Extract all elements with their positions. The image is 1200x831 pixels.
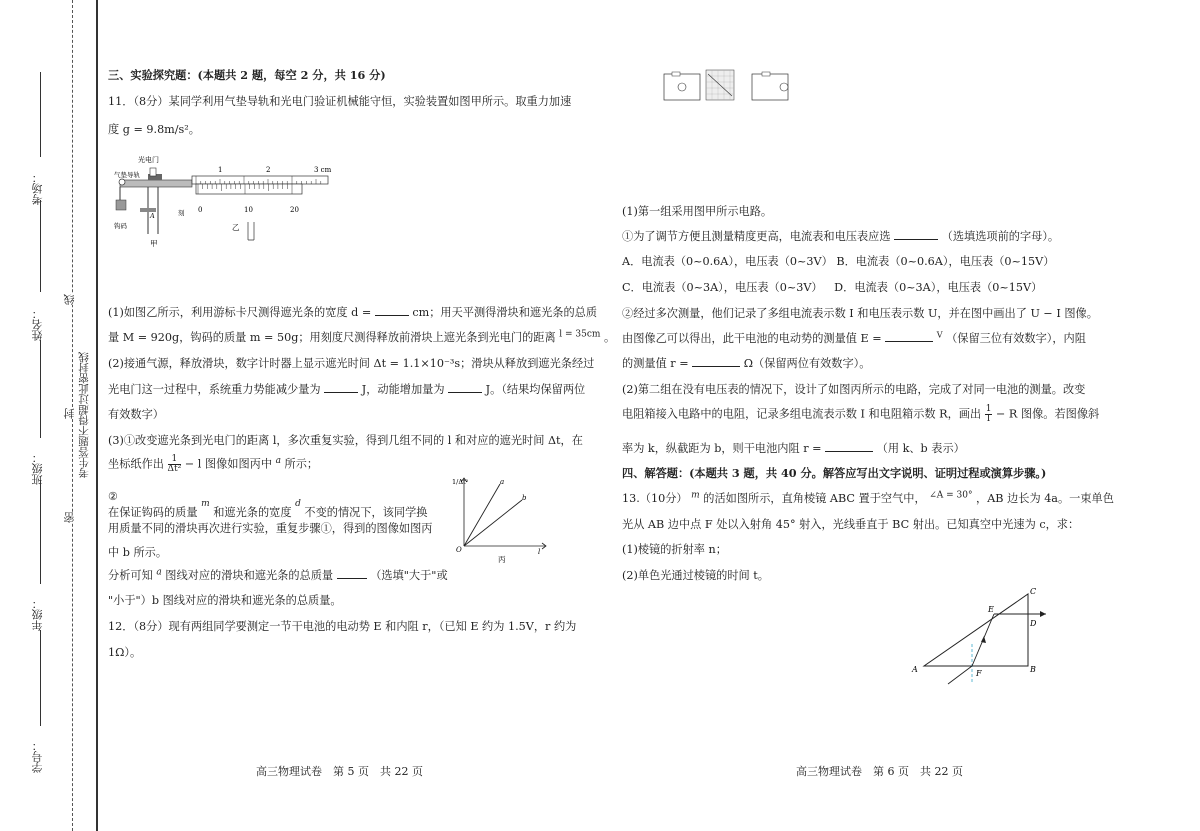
- q11-part3-line4: 用质量不同的滑块再次进行实验，重复步骤①，得到的图像如图丙: [108, 522, 433, 535]
- option-a: A．电流表（0~0.6A），电压表（0~3V）: [622, 255, 833, 268]
- q12-line2: 1Ω）。: [108, 646, 142, 659]
- q11-part1-line1: [108, 304, 597, 320]
- point-f: F: [976, 669, 982, 678]
- q11-part3-line1: (3)①改变遮光条到光电门的距离 l，多次重复实验，得到几组不同的 l 和对应的遮光时间 Δt，在: [108, 434, 583, 447]
- page-6-footer: 高三物理试卷 第 6 页 共 22 页: [796, 765, 963, 778]
- q12-option-ab: [622, 253, 1054, 269]
- figure-circuits: [660, 66, 796, 108]
- gate-label: 光电门: [138, 156, 159, 164]
- class-field: [40, 340, 41, 438]
- q13-text-c: ，AB 边长为 4a。一束单色: [976, 492, 1114, 505]
- fraction-1-over-i: [985, 405, 993, 424]
- q11-part1-text-b: cm；用天平测得滑块和遮光条的总质: [412, 306, 598, 319]
- class-label: 班级：: [31, 452, 44, 485]
- line-a: [464, 484, 500, 546]
- mass-m-symbol: m: [201, 499, 210, 509]
- page-5-footer: 高三物理试卷 第 5 页 共 22 页: [256, 765, 423, 778]
- fig-bing-label: 丙: [498, 555, 506, 564]
- q11-part1-text-a: (1)如图乙所示，利用游标卡尺测得遮光条的宽度 d =: [108, 306, 372, 319]
- vernier-caliper: [192, 176, 328, 240]
- fraction-numerator-2: 1: [985, 404, 992, 414]
- q11-part1-line2: [108, 329, 615, 345]
- q11-part1-l-value: l = 35cm: [559, 329, 601, 340]
- figure-bing-graph: [446, 472, 556, 568]
- binding-margin: [0, 0, 100, 831]
- q11-part1-end: 。: [604, 331, 616, 344]
- point-a-label: A: [150, 212, 155, 220]
- fig-jia-label: 甲: [150, 239, 158, 248]
- q11-line1: 11．（8分）某同学利用气垫导轨和光电门验证机械能守恒，实验装置如图甲所示。取重力加速: [108, 95, 572, 108]
- q11-part3-text-a: 坐标纸作出: [108, 457, 164, 471]
- q11-part3-line7: "小于"）b 图线对应的滑块和遮光条的总质量。: [108, 594, 342, 607]
- line-a-label: a: [500, 478, 505, 486]
- q12-part2-text-c: 率为 k，纵截距为 b，则干电池内阻 r =: [622, 442, 822, 455]
- point-d: D: [1030, 619, 1037, 628]
- q11-line2: 度 g = 9.8m/s²。: [108, 123, 200, 136]
- answer-blank-compare[interactable]: [337, 578, 367, 579]
- q12-part1-line5: [622, 355, 870, 371]
- caliper-tick-2: 2: [266, 166, 271, 174]
- q11-part3-text-h: 图线对应的滑块和遮光条的总质量: [165, 569, 334, 582]
- vernier-10: 10: [244, 206, 253, 214]
- answer-blank-ep[interactable]: [324, 392, 358, 393]
- q13-m-symbol: m: [691, 490, 700, 501]
- q11-part2-text-a: 光电门这一过程中，系统重力势能减少量为: [108, 383, 321, 396]
- prism-abc: [924, 594, 1028, 666]
- fraction-denominator-2: I: [986, 414, 991, 424]
- vertex-b: B: [1030, 665, 1036, 674]
- line-b-label: b: [522, 494, 527, 502]
- q11-part1-text-c: 量 M = 920g，钩码的质量 m = 50g；用刻度尺测得释放前滑块上遮光条到光电门的距离: [108, 331, 556, 344]
- vernier-20: 20: [290, 206, 299, 214]
- q11-part3-text-e: 和遮光条的宽度: [213, 506, 292, 519]
- seal-mi: 密: [63, 512, 76, 523]
- figure-apparatus: [108, 150, 338, 250]
- name-label: 姓名：: [31, 308, 44, 341]
- seal-xian: 线: [63, 294, 76, 305]
- q11-part3-text-c: 所示；: [284, 457, 319, 471]
- track-label: 气垫导轨: [114, 171, 140, 179]
- q12-part1-line1: (1)第一组采用图甲所示电路。: [622, 205, 773, 218]
- fraction-numerator: 1: [168, 455, 182, 465]
- answer-blank-r-kb[interactable]: [825, 451, 873, 452]
- q12-part2-text-a: 电阻箱接入电路中的电阻，记录多组电流表示数 I 和电阻箱示数 R，画出: [622, 407, 982, 421]
- q11-part3-text-b: − l 图像如图丙中: [184, 457, 273, 471]
- q12-part1-text-a: ①为了调节方便且测量精度更高，电流表和电压表应选: [622, 230, 891, 243]
- q12-part2-line2: [622, 405, 1099, 424]
- q13-angle: ∠A = 30°: [929, 490, 973, 501]
- q11-part2-text-c: J。（结果均保留两位: [485, 383, 586, 396]
- q11-part3-text-g: 分析可知: [108, 569, 153, 582]
- binding-line-inner: [96, 0, 98, 831]
- q11-part2-line3: 有效数字）: [108, 408, 164, 421]
- q12-part1-text-e: 的测量值 r =: [622, 357, 689, 370]
- name-field: [40, 200, 41, 292]
- vertex-a: A: [912, 665, 918, 674]
- incident-ray: [948, 666, 972, 684]
- q11-part3-line2: [108, 455, 318, 474]
- fraction-1-over-dt2: [168, 455, 182, 474]
- caliper-tick-1: 1: [218, 166, 223, 174]
- weight-label: 钩码: [114, 222, 127, 230]
- section-3-heading: 三、实验探究题：(本题共 2 题，每空 2 分，共 16 分): [108, 68, 386, 82]
- q12-part2-text-b: − R 图像。若图像斜: [996, 407, 1100, 421]
- q12-part1-text-c: 由图像乙可以得出，此干电池的电动势的测量值 E =: [622, 332, 882, 345]
- q11-part3-text-f: 不变的情况下，该同学换: [304, 506, 428, 519]
- q11-part3-a-symbol: a: [275, 455, 281, 466]
- rule-label: 刻: [178, 209, 185, 217]
- option-d: D．电流表（0~3A），电压表（0~15V）: [834, 281, 1043, 294]
- q12-part2-text-d: （用 k、b 表示）: [876, 442, 965, 455]
- q11-part3-line5: 中 b 所示。: [108, 546, 168, 559]
- option-b: B．电流表（0~0.6A），电压表（0~15V）: [836, 255, 1055, 268]
- q13-line2: 光从 AB 边中点 F 处以入射角 45° 射入，光线垂直于 BC 射出。已知真空中光速为 c，求：: [622, 518, 1080, 531]
- vernier-0: 0: [198, 206, 203, 214]
- q11-part2-text-b: J，动能增加量为: [361, 383, 445, 396]
- width-d-symbol: d: [295, 499, 301, 509]
- fraction-denominator: Δt²: [167, 464, 182, 474]
- grade-field: [40, 480, 41, 584]
- q12-option-cd: [622, 279, 1042, 295]
- circled-2: ②: [108, 490, 119, 503]
- q11-part3-line3b: [108, 499, 427, 520]
- answer-blank-ek[interactable]: [448, 392, 482, 393]
- figure-prism: [908, 586, 1052, 690]
- q12-part2-line3: [622, 440, 965, 456]
- q11-part2-line2: [108, 381, 585, 397]
- answer-blank-r[interactable]: [692, 366, 740, 367]
- q13-text-a: 13.（10分）: [622, 492, 688, 505]
- point-e: E: [988, 605, 994, 614]
- q11-part3-a-symbol-2: a: [156, 567, 162, 578]
- exam-room-field: [40, 72, 41, 157]
- answer-blank-emf[interactable]: [885, 341, 933, 342]
- q13-text-b: 的活如图所示，直角棱镜 ABC 置于空气中，: [703, 492, 926, 505]
- q11-part3-line6: [108, 567, 448, 583]
- option-c: C．电流表（0~3A），电压表（0~3V）: [622, 281, 823, 294]
- graph-origin: O: [456, 546, 462, 554]
- graph-xlabel: l: [538, 548, 541, 556]
- student-id-label: 学号：: [31, 740, 44, 773]
- q11-part3-text-i: （选填"大于"或: [370, 569, 448, 582]
- line-b: [464, 500, 522, 546]
- q12-part2-line1: (2)第二组在没有电压表的情况下，设计了如图丙所示的电路，完成了对同一电池的测量。改变: [622, 383, 1086, 396]
- q13-line4: (2)单色光通过棱镜的时间 t。: [622, 569, 769, 582]
- q12-part1-line4: [622, 330, 1086, 346]
- student-id-field: [40, 630, 41, 726]
- exam-room-label: 考场：: [31, 172, 44, 205]
- section-4-heading: 四、解答题：(本题共 3 题，共 40 分。解答应写出文字说明、证明过程或演算步骤。): [622, 466, 1047, 480]
- q13-line1: [622, 490, 1114, 506]
- q12-part1-line2: [622, 228, 1059, 244]
- q11-part2-line1: (2)接通气源，释放滑块，数字计时器上显示遮光时间 Δt = 1.1×10⁻³s；滑块从释放到遮光条经过: [108, 357, 595, 370]
- q12-line1: 12．（8分）现有两组同学要测定一节干电池的电动势 E 和内阻 r，（已知 E 约为 1.5V，r 约为: [108, 620, 577, 633]
- graph-ylabel: 1/Δt²: [452, 478, 469, 486]
- grade-label: 年级：: [31, 598, 44, 631]
- answer-blank-meter[interactable]: [894, 239, 938, 240]
- caliper-scale-cm: 3 cm: [314, 166, 332, 174]
- q12-part1-line3: ②经过多次测量，他们记录了多组电流表示数 I 和电压表示数 U，并在图中画出了 U − I 图像。: [622, 307, 1098, 320]
- fig-yi-label: 乙: [232, 223, 240, 232]
- seal-warning: 考生答题不得超过此密封线: [78, 352, 90, 478]
- q12-part1-text-b: （选填选项前的字母）。: [941, 230, 1060, 243]
- q13-line3: (1)棱镜的折射率 n；: [622, 543, 727, 556]
- emf-unit: V: [936, 330, 943, 340]
- q12-part1-text-d: （保留三位有效数字），内阻: [946, 332, 1086, 345]
- seal-feng: 封: [63, 408, 76, 419]
- q11-part3-text-d: 在保证钩码的质量: [108, 506, 198, 519]
- vertex-c: C: [1030, 587, 1037, 596]
- answer-blank-d[interactable]: [375, 315, 409, 316]
- q12-part1-text-f: Ω（保留两位有效数字）。: [743, 357, 871, 370]
